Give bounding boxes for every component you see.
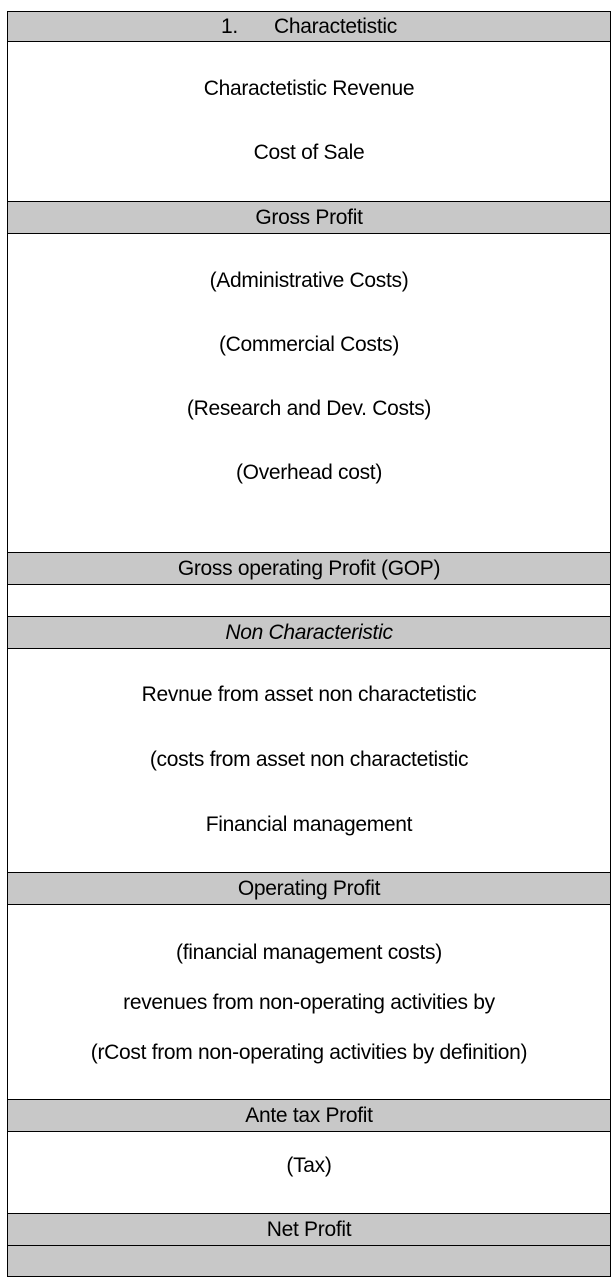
list-item: (rCost from non-operating activities by definition) bbox=[90, 1041, 528, 1064]
list-item: Revnue from asset non charactetistic bbox=[141, 683, 477, 706]
list-item: (Overhead cost) bbox=[235, 461, 383, 484]
gop-row: Gross operating Profit (GOP) bbox=[8, 552, 610, 585]
net-profit-row: Net Profit bbox=[8, 1213, 610, 1246]
ante-tax-profit-row: Ante tax Profit bbox=[8, 1099, 610, 1132]
gross-profit-row: Gross Profit bbox=[8, 201, 610, 234]
list-item: (Commercial Costs) bbox=[218, 333, 400, 356]
list-item: (Tax) bbox=[286, 1154, 332, 1177]
non-characteristic-header: Non Characteristic bbox=[8, 616, 610, 649]
list-item: (Research and Dev. Costs) bbox=[186, 397, 432, 420]
list-item: Cost of Sale bbox=[253, 141, 365, 164]
section-header-characteristic bbox=[8, 12, 610, 42]
list-item: revenues from non-operating activities by bbox=[123, 991, 495, 1014]
list-item: Charactetistic Revenue bbox=[203, 77, 415, 100]
list-item: (Administrative Costs) bbox=[209, 269, 409, 292]
list-item: (financial management costs) bbox=[176, 941, 442, 964]
income-statement-table bbox=[7, 11, 611, 1277]
section-title: Charactetistic bbox=[273, 14, 397, 38]
list-item: Financial management bbox=[205, 813, 413, 836]
empty-footer-row bbox=[8, 1246, 610, 1277]
list-item: (costs from asset non charactetistic bbox=[149, 748, 469, 771]
operating-profit-row: Operating Profit bbox=[8, 872, 610, 905]
section-number: 1. bbox=[221, 14, 238, 38]
